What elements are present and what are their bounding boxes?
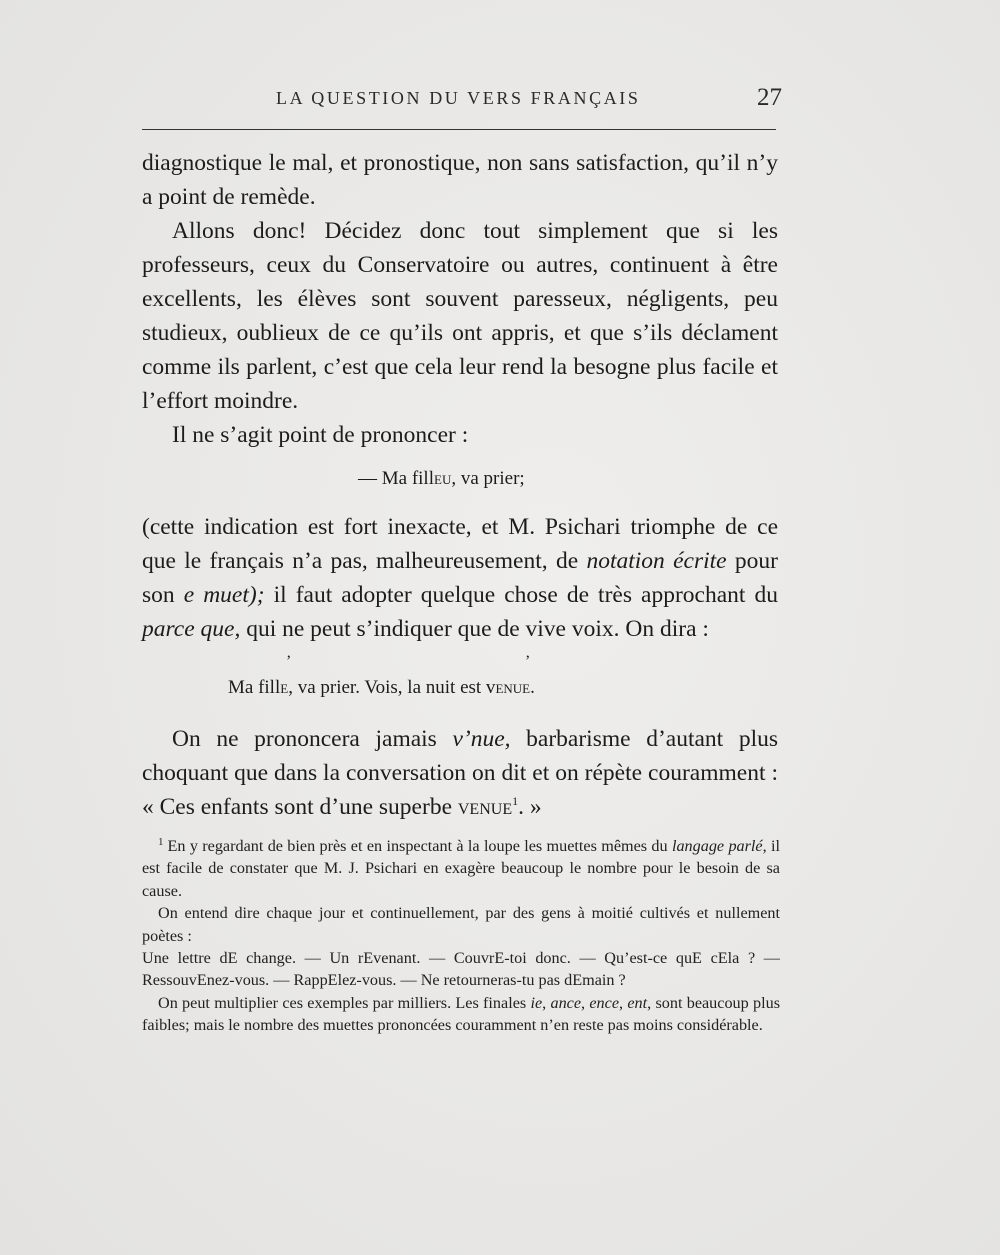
footnote-3-examples: Une lettre dE change. — Un rEvenant. — CouvrE-toi donc. — Qu’est-ce quE cEla ? — RessouvEnez-vous. — RappElez-vous. — Ne retourneras-tu pas dEmain ? [142,949,780,990]
paragraph-5-part-a: On ne prononcera jamais [172,726,453,752]
verse-2-part-c: . [530,677,535,698]
paragraph-4-part-d: qui ne peut s’indiquer que de vive voix. On dira : [240,616,709,642]
accent-mark-2: ’ [525,653,531,670]
footnote-4-italic-1: ie [530,993,543,1012]
paragraph-5 [142,722,778,824]
footnote-4-part-a: On peut multiplier ces exemples par milliers. Les finales [158,993,531,1012]
paragraph-4-italic-1: notation écrite [586,548,727,574]
paragraph-1: diagnostique le mal, et pronostique, non sans satisfaction, qu’il n’y a point de remède. [142,150,778,210]
footnote-1 [142,835,780,902]
page-number: 27 [757,84,782,111]
verse-quote-2 [142,653,778,702]
footnote-1-part-b: , il est facile de constater que M. J. Psichari en exagère beaucoup le nombre pour le besoin de sa cause. [142,837,780,900]
footnote-2: On entend dire chaque jour et continuellement, par des gens à moitié cultivés et nullement poètes : [142,904,780,945]
footnote-1-italic: langage parlé [671,837,763,855]
verse-2-smallcaps-2: enue [495,677,531,698]
paragraph-4-italic-2: e muet); [183,582,265,608]
footnote-4-italic-2: ance [550,993,582,1012]
paragraph-4-part-c: il faut adopter quelque chose de très approchant du [264,582,778,608]
footnotes [142,835,780,1037]
verse-2-part-a: Ma fill [228,677,281,698]
paragraph-4 [142,510,778,646]
paragraph-2: Allons donc! Décidez donc tout simplement que si les professeurs, ceux du Conservatoire ou autres, continuent à être excellents, les élèves sont souvent paresseux, négligents, peu studieux, oublieux de ce qu’ils ont appris, et que s’ils déclament comme ils parlent, c’est que cela leur rend la besogne plus facile et l’effort moindre. [142,218,778,414]
paragraph-5-part-c: . » [518,794,542,820]
verse-1-smallcaps: eu [434,468,452,489]
header-rule [142,129,776,130]
footnote-4-sep-1: , [542,993,551,1012]
verse-2-smallcaps-1: e [280,677,289,698]
paragraph-5-italic: v’nue, [452,726,511,752]
footnote-4-part-b: , sont beaucoup plus faibles; mais le nombre des muettes prononcées couramment n’en reste pas moins considérable. [142,993,781,1035]
verse-quote-1 [142,464,778,494]
verse-1-part-b: , va prier; [451,468,525,489]
footnote-4-sep-3: , [619,993,628,1012]
paragraph-4-italic-3: parce que, [142,616,241,642]
paragraph-5-smallcaps: venue [457,794,513,820]
paragraph-4-part-a: (cette indication est fort inexacte, et M. Psichari triomphe de ce que le français n’a pas, malheureusement, de [142,514,778,574]
footnote-4-sep-2: , [581,993,590,1012]
footnote-4-italic-4: ent [627,993,648,1012]
footnote-4 [142,992,780,1037]
running-head [0,84,1000,118]
verse-1-part-a: — Ma fill [358,468,434,489]
footnote-ref: 1 [512,794,519,809]
main-text [142,146,778,824]
paragraph-3: Il ne s’agit point de prononcer : [172,422,469,448]
paragraph-4-part-b: pour son [142,548,778,608]
verse-2-part-b: , va prier. Vois, la nuit est v [288,677,496,698]
footnote-1-part-a: En y regardant de bien près et en inspectant à la loupe les muettes mêmes du [167,837,672,855]
running-head-title: LA QUESTION DU VERS FRANÇAIS [276,88,641,108]
footnote-mark: 1 [158,835,164,848]
footnote-4-italic-3: ence [589,993,620,1012]
paragraph-5-part-b: barbarisme d’autant plus choquant que dans la conversation on dit et on répète couramment : « Ces enfants sont d’une superbe [142,726,778,820]
accent-mark-1: ’ [286,653,292,670]
